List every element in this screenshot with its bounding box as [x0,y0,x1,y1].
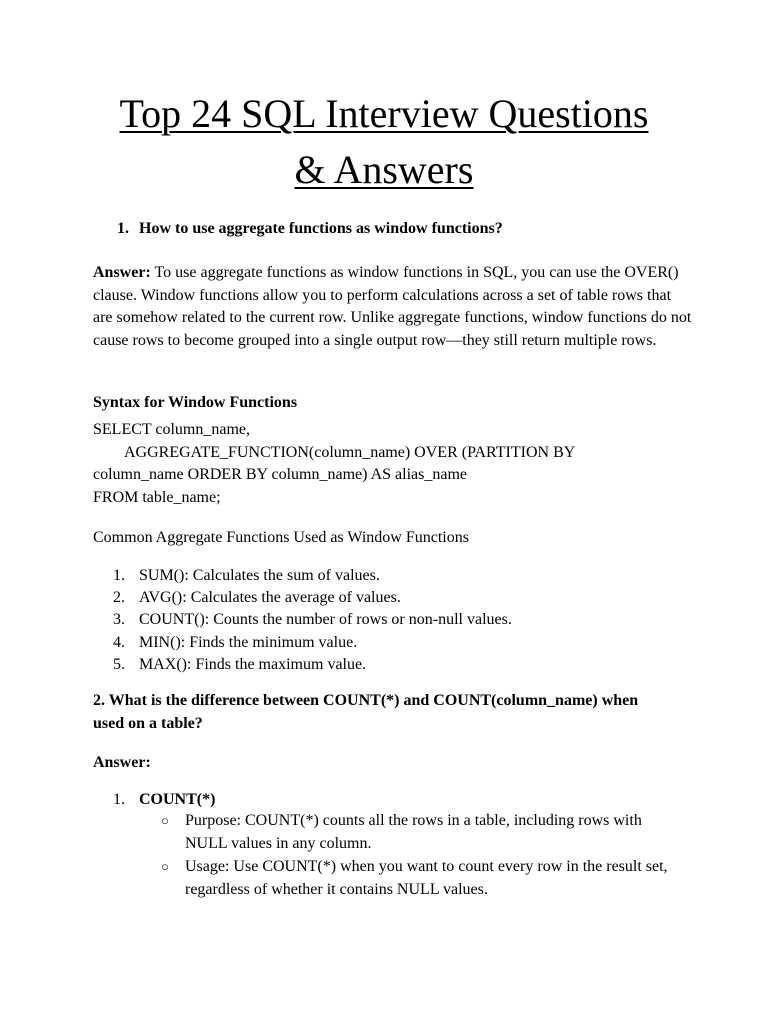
count-star-usage [161,856,681,901]
list-item-number: 4. [113,633,125,651]
list-item-number: 3. [113,611,125,629]
list-item-number: 2. [113,589,125,607]
question-2: 2. What is the difference between COUNT(*) and COUNT(column_name) when used on a table? [93,692,639,732]
answer-1 [93,262,693,353]
list-item-number: 1. [113,567,125,584]
answer-1-label: Answer: [93,264,151,281]
list-item-text: AVG(): Calculates the average of values. [139,589,401,607]
count-star-number: 1. [113,791,125,808]
list-item-text: MIN(): Finds the minimum value. [139,633,358,651]
hollow-circle-bullet-icon: ○ [161,813,169,828]
document-title-line-1: Top 24 SQL Interview Questions [119,91,649,136]
common-functions-list [113,565,512,676]
answer-2-label: Answer: [93,754,151,771]
list-item-text: MAX(): Finds the maximum value. [139,655,367,673]
answer-1-text: To use aggregate functions as window functions in SQL, you can use the OVER() clause. Window functions allow you to perform calculations across a set of table rows that are somehow related to the current row. Unlike aggregate functions, window functions do not cause rows to become grouped into a single output row—they still return multiple rows. [93,264,692,350]
list-item [113,609,512,631]
list-item-text: SUM(): Calculates the sum of values. [139,567,380,584]
syntax-line-2: AGGREGATE_FUNCTION(column_name) OVER (PARTITION BY [124,443,576,461]
count-star-usage-text: Usage: Use COUNT(*) when you want to count every row in the result set, regardless of whether it contains NULL values. [185,858,668,898]
document-title-line-2: & Answers [294,147,474,192]
syntax-line-4: FROM table_name; [93,489,221,507]
syntax-code-block [93,419,693,510]
hollow-circle-bullet-icon: ○ [161,859,169,874]
list-item-text: COUNT(): Counts the number of rows or non-null values. [139,611,512,629]
count-star-purpose-text: Purpose: COUNT(*) counts all the rows in a table, including rows with NULL values in any column. [185,812,642,852]
list-item-number: 5. [113,655,125,673]
list-item [113,565,512,587]
list-item [113,632,512,654]
syntax-line-3: column_name ORDER BY column_name) AS alias_name [93,466,468,484]
common-functions-heading: Common Aggregate Functions Used as Window Functions [93,529,469,546]
question-1-text: How to use aggregate functions as window functions? [139,220,503,237]
count-star-purpose [161,810,681,855]
count-star-item [113,789,215,812]
question-1-number: 1. [117,220,129,237]
syntax-heading: Syntax for Window Functions [93,394,298,411]
count-star-title: COUNT(*) [139,791,216,808]
question-1 [117,218,717,241]
list-item [113,654,512,676]
syntax-line-1: SELECT column_name, [93,421,251,438]
list-item [113,587,512,609]
